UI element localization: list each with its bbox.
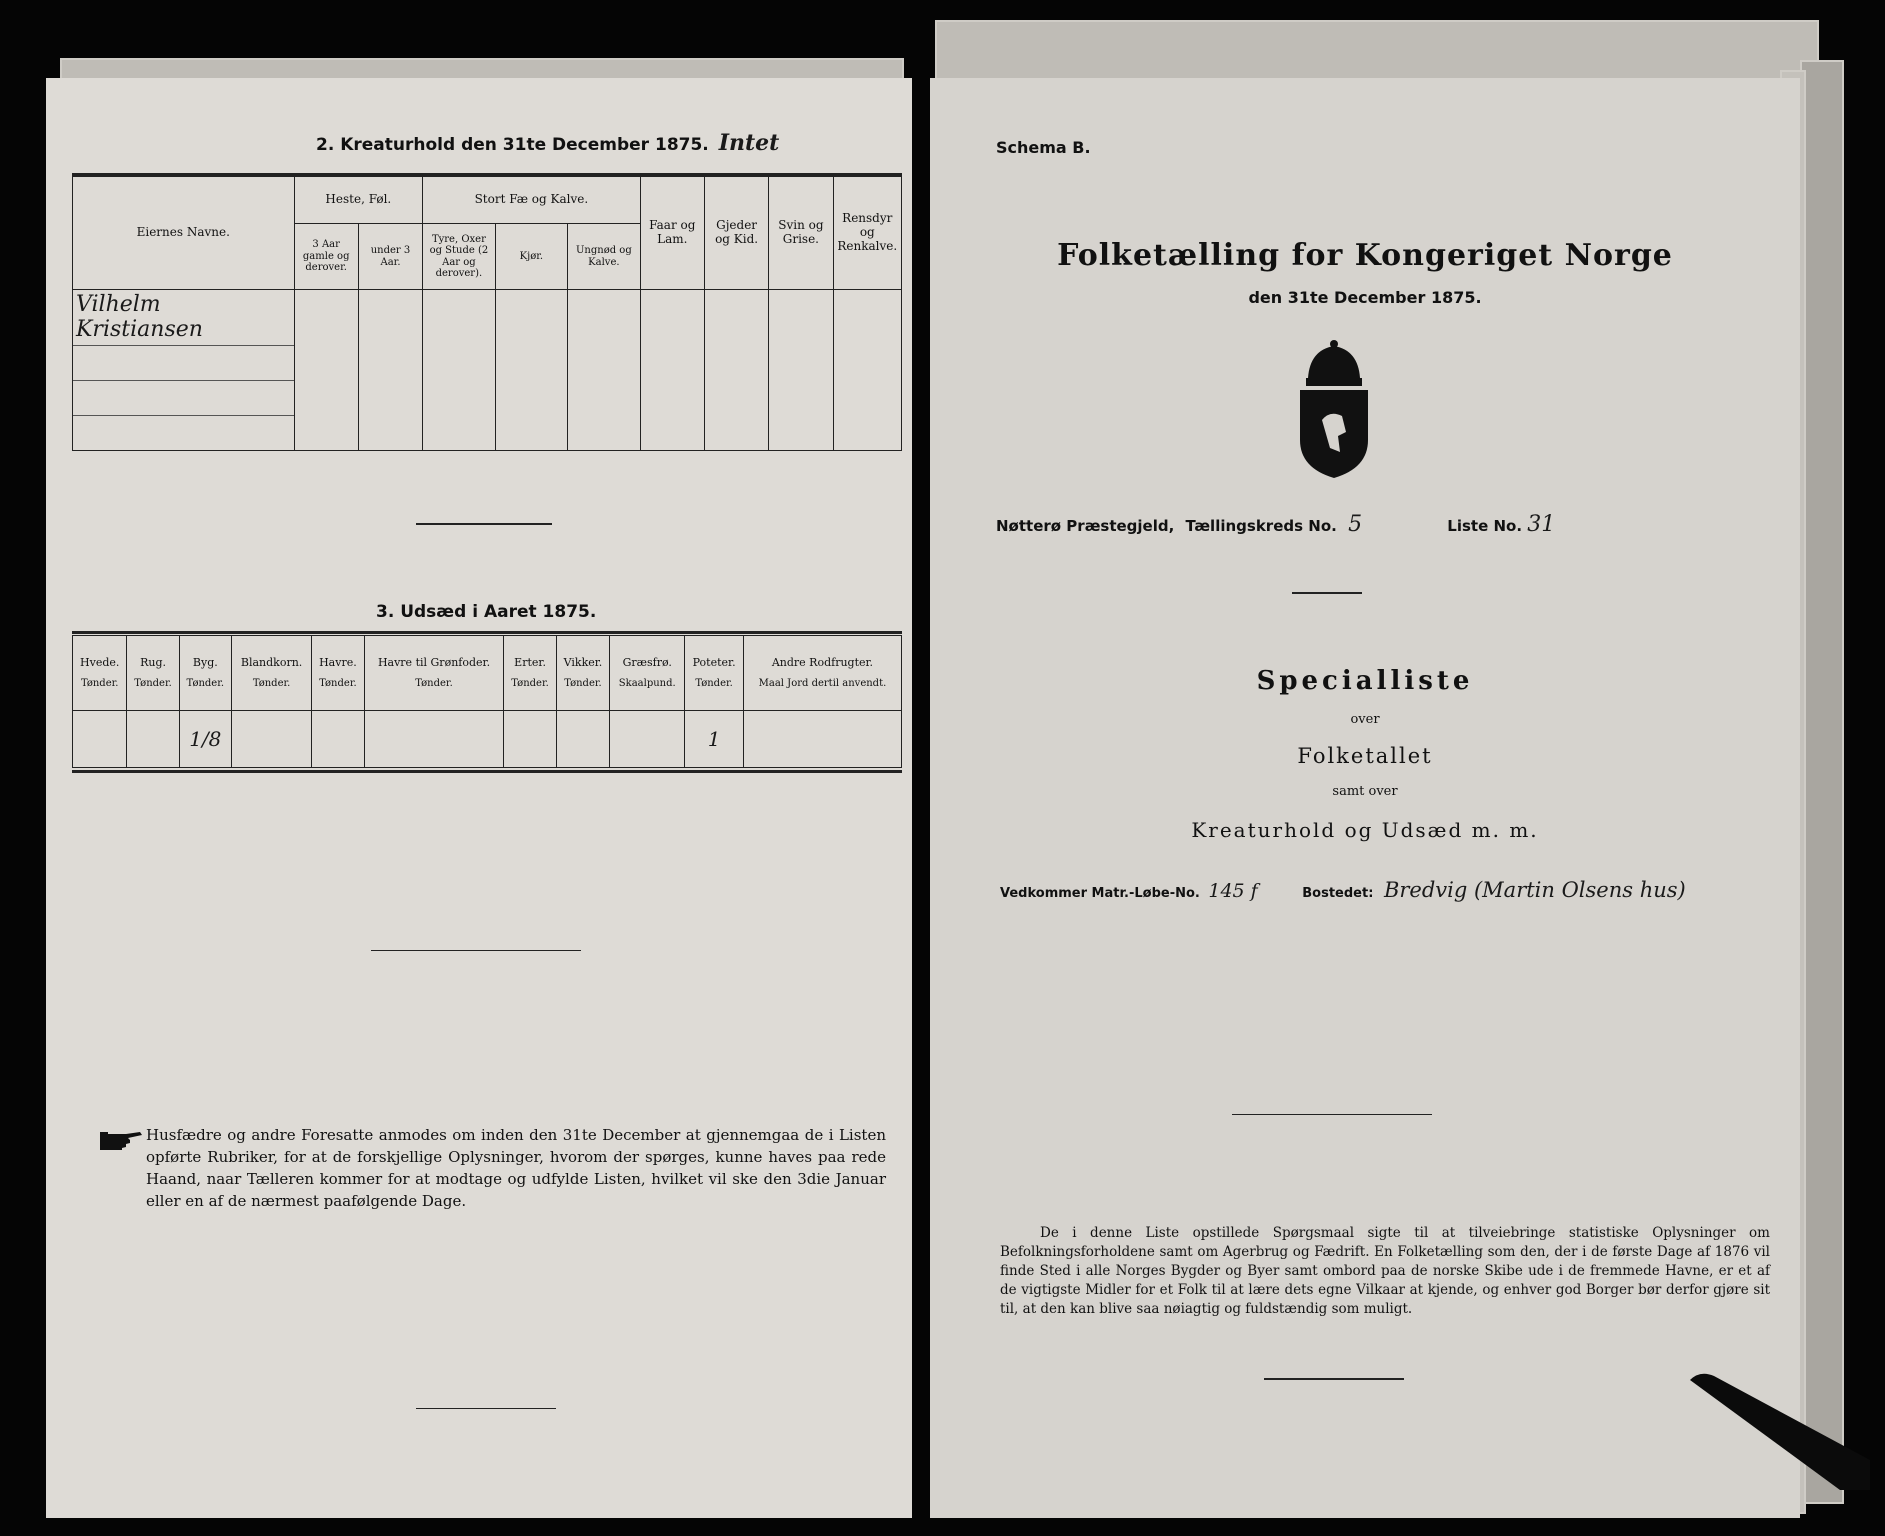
table-cell (294, 290, 358, 346)
sowing-column-name: Havre til Grønfoder. (377, 655, 491, 669)
sowing-column-unit: Tønder. (252, 677, 291, 689)
table-cell (568, 290, 640, 346)
sowing-column-header (504, 636, 556, 711)
liste-label: Liste No. (1447, 517, 1523, 535)
table-cell (833, 290, 901, 346)
owner-name-cell (73, 290, 295, 346)
sowing-column-header (231, 636, 311, 711)
sowing-column-header (556, 636, 610, 711)
heste-group-header: Heste, Føl. (294, 177, 423, 224)
sowing-value-cell (610, 711, 685, 768)
sowing-column-unit: Tønder. (564, 677, 602, 689)
sowing-column-header (312, 636, 364, 711)
sowing-column-header (610, 636, 685, 711)
divider-short-right (1292, 592, 1362, 594)
table-row (73, 290, 902, 346)
intro-paragraph: De i denne Liste opstillede Spørgsmaal sigte til at tilveiebringe statistiske Oplysninger om Befolkningsforholdene samt om Agerbrug og Fædrift. En Folketælling som den, der i de første Dage af 1876 vil finde Sted i alle Norges Bygder og Byer samt ombord paa de norske Skibe ude i de fremmede Havne, er et af de vigtigste Midler for et Folk til at lære dets egne Vilkaar at kjende, og enhver god Borger bør derfor gjøre sit til, at den kan blive saa nøiagtig og fuldstændig som muligt. (1000, 1225, 1770, 1317)
sowing-column-name: Hvede. (80, 655, 120, 669)
table-row (73, 345, 902, 380)
bostedet-value: Bredvig (Martin Olsens hus) (1383, 878, 1686, 902)
sowing-column-name: Poteter. (692, 655, 736, 669)
rensdyr-column-header: Rensdyr og Renkalve. (833, 177, 901, 290)
sowing-column-name: Græsfrø. (622, 655, 672, 669)
gjeder-column-header: Gjeder og Kid. (704, 177, 768, 290)
sowing-column-name: Havre. (319, 655, 357, 669)
sowing-column-name: Rug. (140, 655, 166, 669)
folketallet-title: Folketallet (1297, 744, 1433, 768)
section3-bottom-rule (72, 770, 902, 773)
matr-line (1000, 878, 1780, 902)
left-page (46, 78, 912, 1518)
sowing-column-name: Blandkorn. (240, 655, 303, 669)
sowing-column-name: Erter. (514, 655, 546, 669)
sowing-column-unit: Tønder. (695, 677, 733, 689)
sowing-column-name: Vikker. (563, 655, 603, 669)
sowing-column-header (73, 636, 127, 711)
table-row (73, 380, 902, 415)
liste-number: 31 (1527, 512, 1556, 537)
kreds-label: Tællingskreds No. (1185, 517, 1337, 535)
table-cell (358, 290, 422, 346)
stort-sub-header: Kjør. (495, 224, 567, 290)
table-cell (495, 290, 567, 346)
sowing-column-unit: Skaalpund. (618, 677, 676, 689)
underlying-page-edge-right-1 (935, 20, 1819, 84)
section2-heading-row (316, 130, 779, 156)
divider-short (416, 523, 552, 525)
underlying-page-edge-right-2 (1800, 60, 1844, 1504)
page-date: den 31te December 1875. (1248, 288, 1482, 307)
owner-name: Vilhelm Kristiansen (76, 292, 203, 343)
sowing-column-unit: Tønder. (319, 677, 357, 689)
kreaturhold-title: Kreaturhold og Udsæd m. m. (1191, 818, 1539, 842)
district-line (996, 512, 1776, 537)
sowing-value-cell (556, 711, 610, 768)
sowing-value-cell (73, 711, 127, 768)
owner-column-header: Eiernes Navne. (73, 177, 295, 290)
sowing-column-header (685, 636, 744, 711)
divider-mid-right (1232, 1114, 1432, 1115)
sowing-column-name: Andre Rodfrugter. (771, 655, 874, 669)
sowing-value-cell (504, 711, 556, 768)
over-text: over (1350, 712, 1380, 727)
kreds-number: 5 (1348, 512, 1363, 537)
binding-clip (1690, 1370, 1870, 1490)
stort-sub-header: Ungnød og Kalve. (568, 224, 640, 290)
section2-handwritten-note: Intet (718, 130, 780, 156)
sowing-column-unit: Maal Jord dertil anvendt. (758, 677, 887, 689)
sowing-value-cell (312, 711, 364, 768)
table-cell (769, 290, 833, 346)
specialliste-title: Specialliste (1256, 666, 1474, 696)
right-page (930, 78, 1800, 1518)
table-cell (704, 290, 768, 346)
bostedet-label: Bostedet: (1302, 886, 1374, 901)
section3-heading: 3. Udsæd i Aaret 1875. (376, 602, 597, 622)
matr-label: Vedkommer Matr.-Løbe-No. (1000, 886, 1200, 901)
pointing-hand-icon (100, 1126, 144, 1154)
sowing-column-unit: Tønder. (511, 677, 549, 689)
divider-long (371, 950, 581, 951)
sowing-column-unit: Tønder. (186, 677, 225, 689)
sowing-value-cell (364, 711, 504, 768)
heste-sub-header: under 3 Aar. (358, 224, 422, 290)
table-cell (423, 290, 495, 346)
prestegjeld-label: Nøtterø Præstegjeld, (996, 517, 1175, 535)
sowing-column-unit: Tønder. (415, 677, 453, 689)
samt-over-text: samt over (1332, 784, 1398, 799)
section2-heading: 2. Kreaturhold den 31te December 1875. (316, 135, 709, 155)
sowing-column-name: Byg. (192, 655, 218, 669)
notice-text: Husfædre og andre Foresatte anmodes om inden den 31te December at gjennemgaa de i Listen opførte Rubriker, for at de forskjellige Oplysninger, hvorom der spørges, kunne haves paa rede Haand, naar Tælleren kommer for at modtage og udfylde Listen, hvilket vil ske den 3die Januar eller en af de nærmest paafølgende Dage. (146, 1126, 886, 1210)
heste-sub-header: 3 Aar gamle og derover. (294, 224, 358, 290)
stort-sub-header: Tyre, Oxer og Stude (2 Aar og derover). (423, 224, 495, 290)
sowing-column-header (364, 636, 504, 711)
sowing-value-cell (743, 711, 901, 768)
sowing-column-unit: Tønder. (134, 677, 172, 689)
table-cell (640, 290, 704, 346)
sowing-column-unit: Tønder. (80, 677, 119, 689)
svin-column-header: Svin og Grise. (769, 177, 833, 290)
sowing-column-header (179, 636, 231, 711)
sowing-value-cell (127, 711, 179, 768)
page-title: Folketælling for Kongeriget Norge (1057, 238, 1673, 273)
divider-bottom (416, 1408, 556, 1409)
section3-top-rule (72, 631, 902, 634)
sowing-column-header (127, 636, 179, 711)
sowing-table (72, 635, 902, 768)
matr-number: 145 f (1208, 880, 1258, 902)
schema-label: Schema B. (996, 138, 1091, 157)
sowing-value-cell: 1 (685, 711, 744, 768)
coat-of-arms-icon (1286, 340, 1382, 480)
faar-column-header: Faar og Lam. (640, 177, 704, 290)
sowing-value-cell (231, 711, 311, 768)
sowing-column-header (743, 636, 901, 711)
sowing-value-cell: 1/8 (179, 711, 231, 768)
divider-bottom-right (1264, 1378, 1404, 1380)
livestock-table (72, 176, 902, 451)
stort-group-header: Stort Fæ og Kalve. (423, 177, 640, 224)
table-row (73, 415, 902, 450)
